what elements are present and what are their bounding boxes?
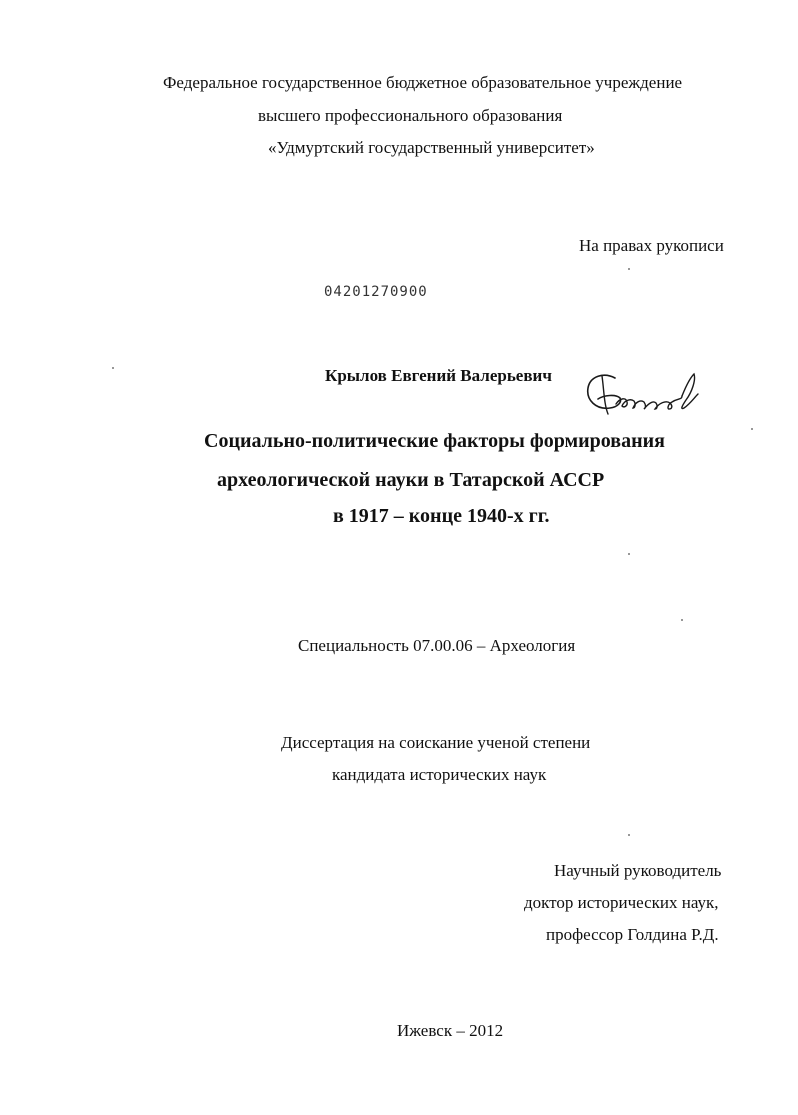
institution-line-3: «Удмуртский государственный университет» — [268, 138, 595, 157]
institution-line-2: высшего профессионального образования — [258, 106, 563, 125]
specialty: Специальность 07.00.06 – Археология — [298, 636, 576, 655]
supervisor-line-2: доктор исторических наук, — [524, 893, 719, 912]
rights-note: На правах рукописи — [579, 236, 724, 255]
author-signature — [582, 368, 706, 428]
supervisor-line-3: профессор Голдина Р.Д. — [546, 925, 719, 944]
scan-speck — [681, 619, 683, 621]
title-line-3: в 1917 – конце 1940-х гг. — [333, 505, 550, 527]
scan-speck — [628, 553, 630, 555]
scan-speck — [628, 834, 630, 836]
institution-line-1: Федеральное государственное бюджетное образовательное учреждение — [163, 73, 683, 92]
dissertation-line-2: кандидата исторических наук — [332, 765, 547, 784]
title-line-1: Социально-политические факторы формирования — [204, 430, 665, 452]
city-year: Ижевск – 2012 — [397, 1021, 504, 1040]
scan-speck — [751, 428, 753, 430]
catalog-number: 04201270900 — [324, 284, 428, 300]
scan-speck — [628, 268, 630, 270]
scan-speck — [112, 367, 114, 369]
title-line-2: археологической науки в Татарской АССР — [217, 469, 605, 491]
supervisor-line-1: Научный руководитель — [554, 861, 722, 880]
dissertation-line-1: Диссертация на соискание ученой степени — [281, 733, 591, 752]
author-name: Крылов Евгений Валерьевич — [325, 366, 552, 385]
